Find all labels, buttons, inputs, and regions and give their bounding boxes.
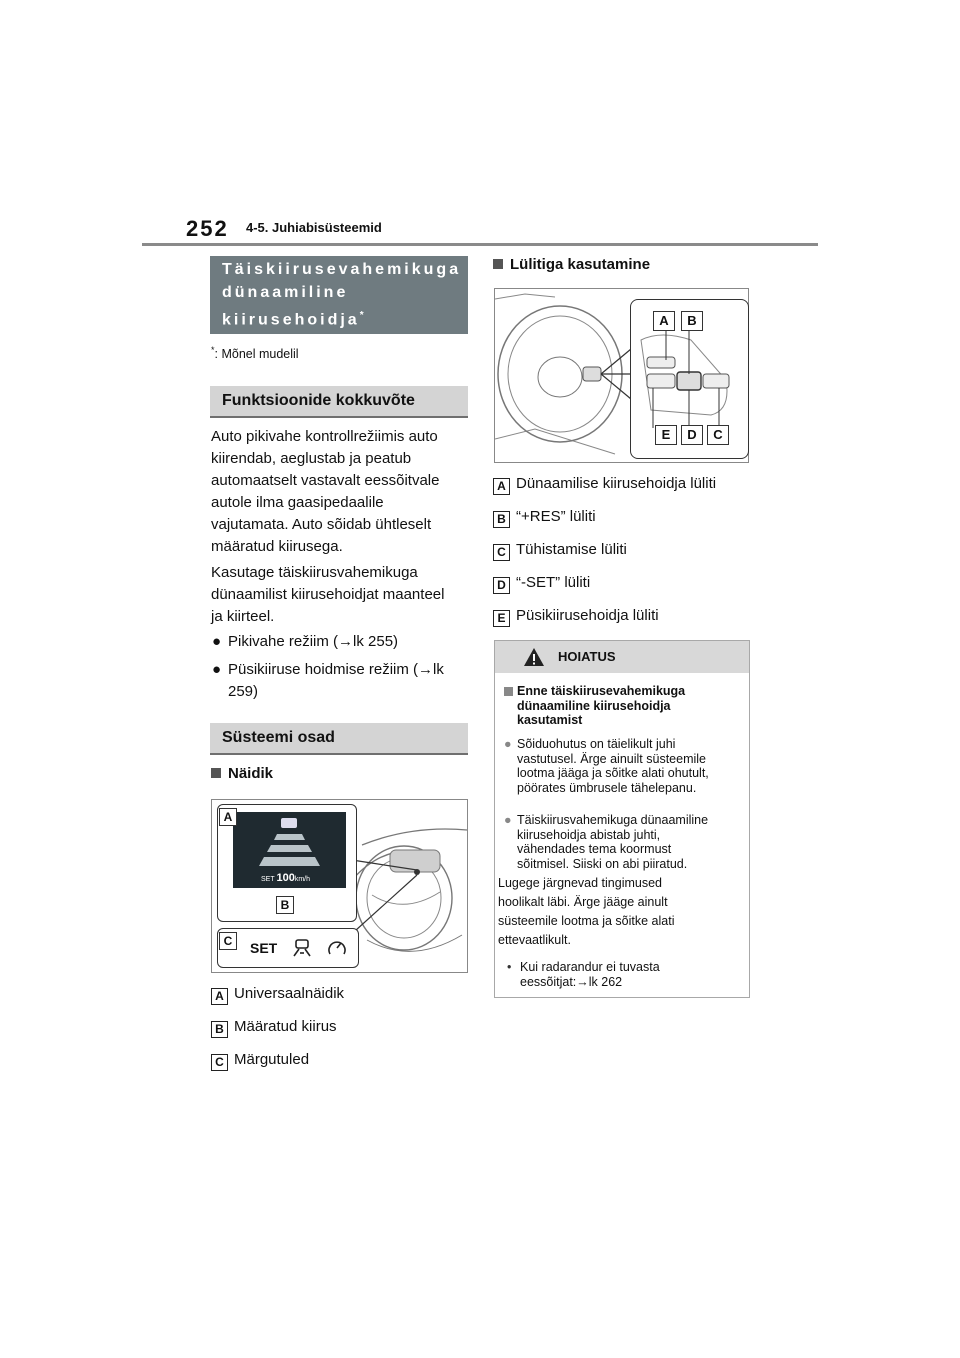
warning-sub-bullet <box>507 960 743 989</box>
radar-cruise-indicator-icon <box>290 936 314 958</box>
label-row-b <box>211 1018 337 1038</box>
page-number: 252 <box>186 216 229 241</box>
title-asterisk: * <box>359 310 364 321</box>
footnote <box>211 345 299 361</box>
section-title: Täiskiirusevahemikuga dünaamiline kiirusehoidja <box>222 261 462 329</box>
text-line: vastutusel. Ärge ainuilt süsteemile <box>517 751 706 766</box>
text-line: süsteemile lootma ja sõitke alati <box>498 914 675 928</box>
label-text: Märgutuled <box>234 1051 310 1068</box>
label-text: Dünaamilise kiirusehoidja lüliti <box>516 475 717 492</box>
square-bullet-icon <box>504 687 513 696</box>
bullet-dot-icon: ● <box>504 737 512 751</box>
text-line: Kasutage täiskiirusvahemikuga <box>211 564 418 581</box>
display-unit: km/h <box>294 876 310 883</box>
label-letter: C <box>211 1054 228 1071</box>
text-line: eessõitjat:→lk 262 <box>520 974 623 989</box>
warning-box <box>494 640 750 998</box>
warning-paragraph <box>498 874 734 950</box>
text-line: Täiskiirusvahemikuga dünaamiline <box>517 813 709 827</box>
switch-label-row-a <box>493 475 716 495</box>
warning-item-2 <box>504 813 740 871</box>
text-line: Sõiduohutus on täielikult juhi <box>517 737 676 751</box>
heading-system-parts: Süsteemi osad <box>210 723 468 755</box>
footnote-marker: * <box>211 345 215 355</box>
steering-switch-figure <box>494 288 749 463</box>
label-letter: D <box>493 577 510 594</box>
label-text: Universaalnäidik <box>234 985 345 1002</box>
bullet-text: Pikivahe režiim (→lk 255) <box>228 633 399 650</box>
indicator-figure <box>211 799 468 973</box>
overview-paragraph-1 <box>211 426 469 558</box>
bullet-dot-icon: ● <box>212 633 222 650</box>
switch-heading-text: Lülitiga kasutamine <box>510 256 651 273</box>
label-text: “+RES” lüliti <box>516 508 596 525</box>
switch-callout-c: C <box>707 425 729 445</box>
square-bullet-icon <box>493 259 503 269</box>
section-title-box <box>210 256 468 334</box>
label-letter: C <box>493 544 510 561</box>
text-line: määratud kiirusega. <box>211 538 343 555</box>
label-letter: E <box>493 610 510 627</box>
text-line: vajutamata. Auto sõidab ühtleselt <box>211 516 432 533</box>
bullet-dot-icon: ● <box>504 813 512 827</box>
text-line: kiirusehoidja abistab juhti, <box>517 827 661 842</box>
text-line: pöörates ümbrusele tähelepanu. <box>517 780 697 795</box>
label-row-a <box>211 985 344 1005</box>
chapter-title: 4-5. Juhiabisüsteemid <box>246 220 382 235</box>
bullet-constant-speed-mode <box>211 659 469 703</box>
text-line: vähendades tema koormust <box>517 842 672 856</box>
switch-callout-d: D <box>681 425 703 445</box>
text-line: dünaamilist kiirusehoidjat maanteel <box>211 586 445 603</box>
multi-info-display <box>233 812 346 888</box>
switch-heading <box>493 256 650 273</box>
text-line: Kui radarandur ei tuvasta <box>520 960 660 974</box>
text-line: kasutamist <box>517 713 583 727</box>
text-line: dünaamiline kiirusehoidja <box>517 698 671 713</box>
warning-title: HOIATUS <box>558 649 616 664</box>
label-text: Püsikiirusehoidja lüliti <box>516 607 659 624</box>
text-line: sõitmisel. Siiski on abi piiratud. <box>517 856 688 871</box>
label-text: “-SET” lüliti <box>516 574 591 591</box>
label-letter: A <box>211 988 228 1005</box>
label-row-c <box>211 1051 309 1071</box>
footnote-text: : Mõnel mudelil <box>214 347 299 362</box>
callout-c: C <box>219 932 237 950</box>
bullet-text: Püsikiiruse hoidmise režiim (→lk <box>228 661 444 678</box>
switch-label-row-b <box>493 508 596 528</box>
heading-overview: Funktsioonide kokkuvõte <box>210 386 468 418</box>
radar-distance-icon <box>233 812 346 870</box>
text-line: ja kiirteel. <box>211 608 275 625</box>
label-text: Määratud kiirus <box>234 1018 337 1035</box>
switch-label-row-e <box>493 607 659 627</box>
text-line: autole ilma gaasipedaalile <box>211 494 384 511</box>
warning-triangle-icon <box>523 647 545 667</box>
label-letter: A <box>493 478 510 495</box>
text-line: hoolikalt läbi. Ärge jääge ainult <box>498 895 668 909</box>
indicator-heading <box>211 765 273 782</box>
display-set-label: SET <box>261 876 275 883</box>
switch-label-row-c <box>493 541 627 561</box>
switch-callout-e: E <box>655 425 677 445</box>
warning-item-1 <box>504 737 740 795</box>
switch-callout-b: B <box>681 311 703 331</box>
cruise-control-indicator-icon <box>326 937 348 959</box>
text-line: Auto pikivahe kontrollrežiimis auto <box>211 428 438 445</box>
label-text: Tühistamise lüliti <box>516 541 627 558</box>
label-letter: B <box>493 511 510 528</box>
text-line: automaatselt vastavalt eessõitvale <box>211 472 440 489</box>
bullet-text: 259) <box>228 683 259 700</box>
callout-a: A <box>219 808 237 826</box>
warning-header <box>495 641 749 673</box>
indicator-heading-text: Näidik <box>228 765 274 782</box>
text-line: ettevaatlikult. <box>498 933 571 947</box>
switch-callout-a: A <box>653 311 675 331</box>
text-line: kiirendab, aeglustab ja peatub <box>211 450 412 467</box>
text-line: Lugege järgnevad tingimused <box>498 876 663 890</box>
warning-subhead <box>504 684 740 728</box>
bullet-distance-mode <box>211 631 469 653</box>
label-letter: B <box>211 1021 228 1038</box>
text-line: lootma jääga ja sõitke alati ohutult, <box>517 766 709 780</box>
callout-b: B <box>276 896 294 914</box>
switch-label-row-d <box>493 574 590 594</box>
small-bullet-icon: • <box>507 960 512 974</box>
display-speed: 100 <box>276 872 295 884</box>
header-rule <box>142 243 818 246</box>
square-bullet-icon <box>211 768 221 778</box>
set-indicator-label: SET <box>250 940 278 956</box>
bullet-dot-icon: ● <box>212 661 222 678</box>
overview-paragraph-2 <box>211 562 469 628</box>
text-line: Enne täiskiirusevahemikuga <box>517 684 686 698</box>
